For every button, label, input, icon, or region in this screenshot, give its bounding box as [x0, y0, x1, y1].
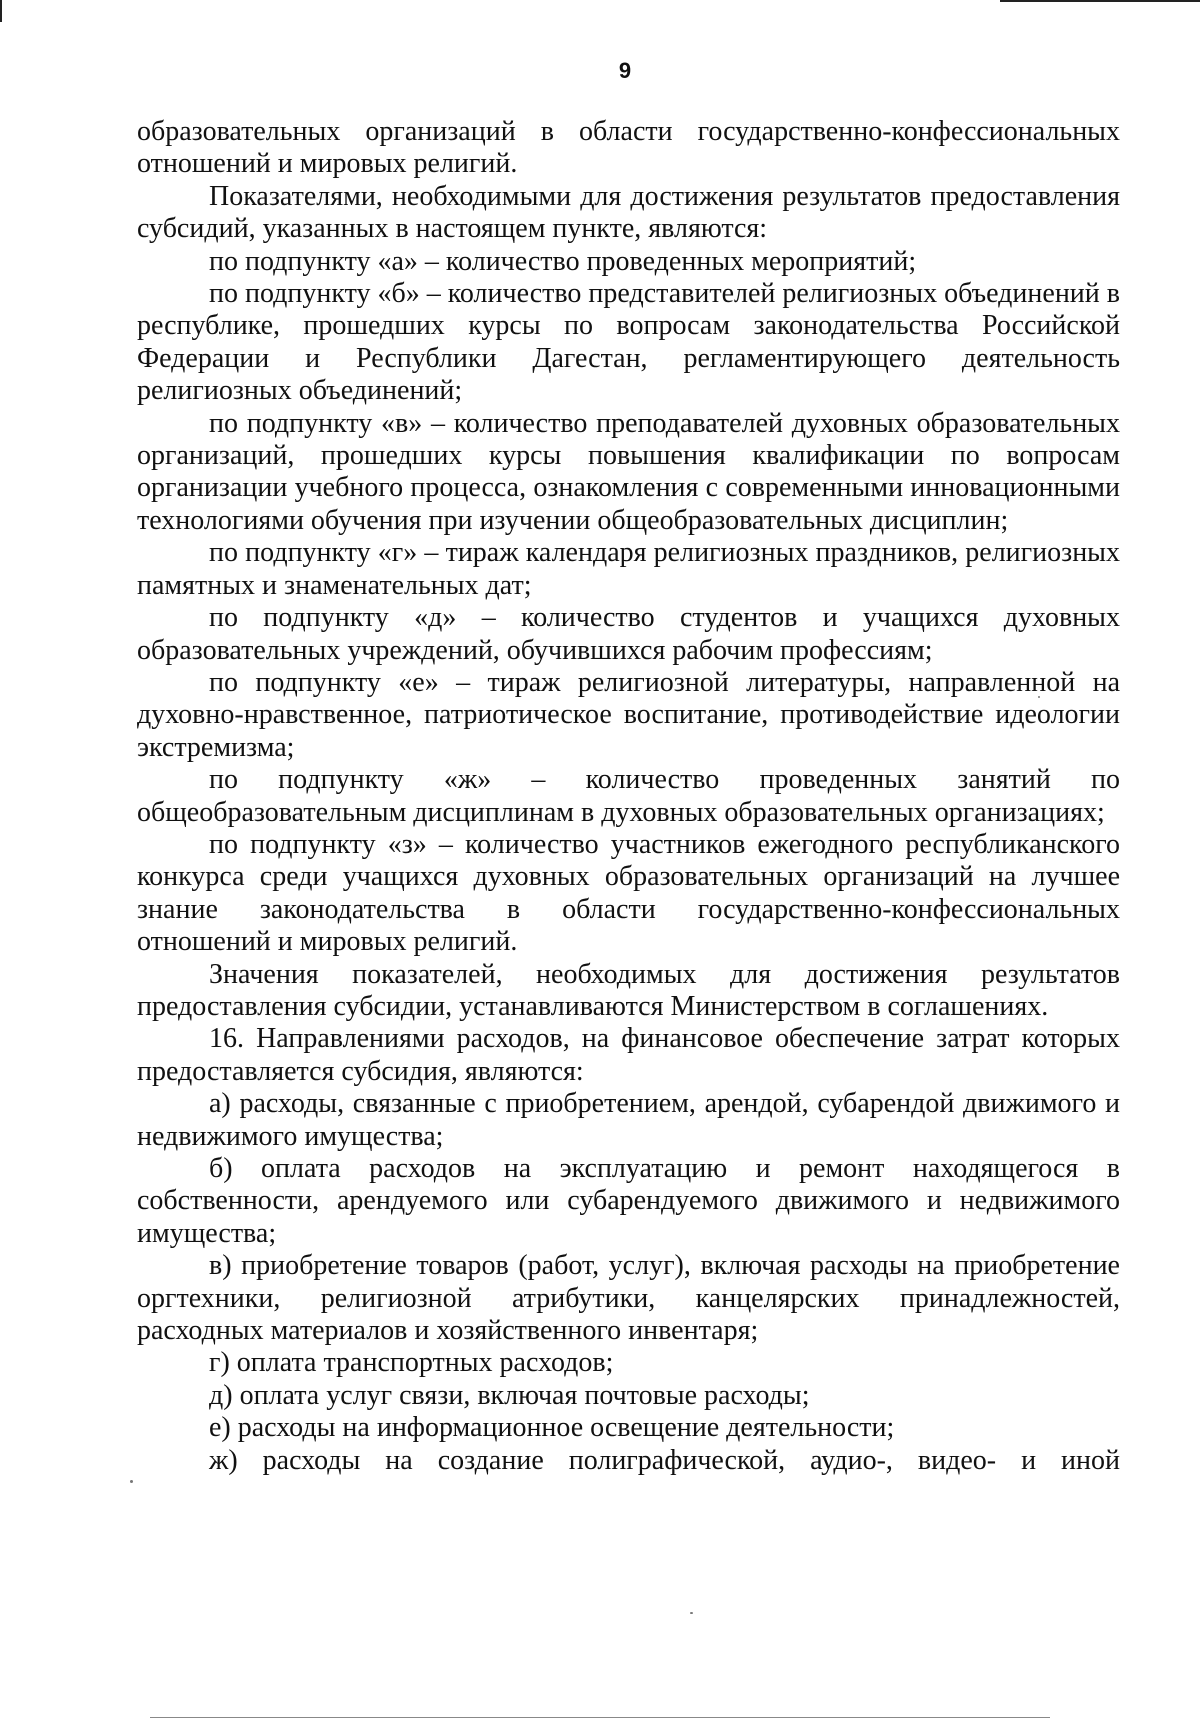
scan-speck: [690, 1612, 693, 1614]
scan-edge-left: [0, 0, 2, 22]
paragraph: по подпункту «з» – количество участников ежегодного республиканского конкурса среди учащихся духовных образовательных организаций на лучшее знание законодательства в области государственно-конфессиональных отношений и мировых религий.: [137, 828, 1120, 958]
paragraph: 16. Направлениями расходов, на финансовое обеспечение затрат которых предоставляется субсидия, являются:: [137, 1023, 1120, 1087]
page-number: 9: [618, 58, 632, 83]
scan-edge-bottom: [150, 1717, 1050, 1718]
scan-edge-top: [1000, 0, 1200, 2]
paragraph: по подпункту «а» – количество проведенных мероприятий;: [209, 245, 917, 277]
paragraph: е) расходы на информационное освещение деятельности;: [209, 1412, 895, 1444]
paragraph: по подпункту «е» – тираж религиозной литературы, направленной на духовно-нравственное, патриотическое воспитание, противодействие идеологии экстремизма;: [137, 666, 1120, 763]
paragraph: д) оплата услуг связи, включая почтовые расходы;: [209, 1379, 810, 1411]
paragraph: по подпункту «д» – количество студентов и учащихся духовных образовательных учреждений, обучившихся рабочим профессиям;: [137, 602, 1120, 666]
paragraph: Значения показателей, необходимых для достижения результатов предоставления субсидии, устанавливаются Министерством в соглашениях.: [137, 958, 1120, 1022]
paragraph: в) приобретение товаров (работ, услуг), включая расходы на приобретение оргтехники, религиозной атрибутики, канцелярских принадлежностей, расходных материалов и хозяйственного инвентаря;: [137, 1250, 1120, 1347]
paragraph: Показателями, необходимыми для достижения результатов предоставления субсидий, указанных в настоящем пункте, являются:: [137, 180, 1120, 245]
paragraph: по подпункту «б» – количество представителей религиозных объединений в республике, прошедших курсы по вопросам законодательства Российской Федерации и Республики Дагестан, регламентирующего деятельность религиозных объединений;: [137, 278, 1120, 407]
paragraph: по подпункту «г» – тираж календаря религиозных праздников, религиозных памятных и знаменательных дат;: [137, 537, 1120, 601]
paragraph: г) оплата транспортных расходов;: [209, 1347, 614, 1379]
paragraph: б) оплата расходов на эксплуатацию и ремонт находящегося в собственности, арендуемого или субарендуемого движимого и недвижимого имущества;: [137, 1153, 1120, 1249]
paragraph: по подпункту «ж» – количество проведенных занятий по общеобразовательным дисциплинам в духовных образовательных организациях;: [137, 764, 1120, 828]
paragraph: а) расходы, связанные с приобретением, арендой, субарендой движимого и недвижимого имущества;: [137, 1088, 1120, 1152]
document-body: [137, 116, 1120, 1477]
paragraph: ж) расходы на создание полиграфической, аудио-, видео- и иной: [209, 1444, 1120, 1476]
paragraph: образовательных организаций в области государственно-конфессиональных отношений и мировых религий.: [137, 116, 1120, 180]
paragraph: по подпункту «в» – количество преподавателей духовных образовательных организаций, прошедших курсы повышения квалификации по вопросам организации учебного процесса, ознакомления с современными инновационными технологиями обучения при изучении общеобразовательных дисциплин;: [137, 407, 1120, 536]
scan-speck: [130, 1480, 133, 1483]
